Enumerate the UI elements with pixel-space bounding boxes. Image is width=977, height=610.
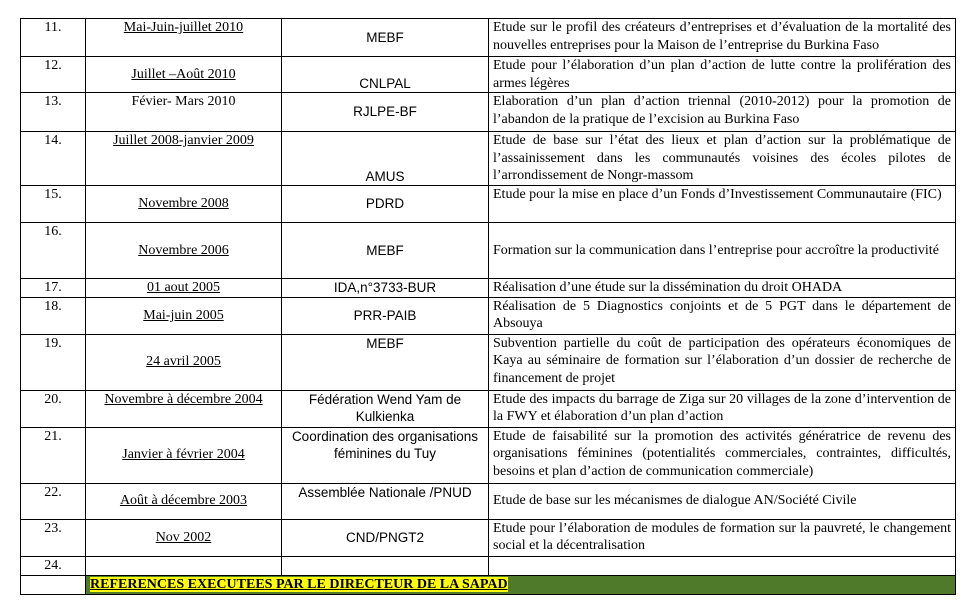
row-client: Assemblée Nationale /PNUD [282, 483, 489, 519]
table-row [21, 556, 956, 575]
row-client: CNLPAL [282, 57, 489, 93]
table-row [21, 186, 956, 223]
section-heading-text: REFERENCES EXECUTEES PAR LE DIRECTEUR DE LA SAPAD [90, 576, 508, 592]
row-description: Etude de base sur les mécanismes de dialogue AN/Société Civile [489, 483, 956, 519]
row-client: AMUS [282, 132, 489, 186]
row-date [86, 427, 282, 483]
row-date [86, 19, 282, 57]
row-number: 17. [21, 279, 86, 298]
row-date [86, 297, 282, 334]
table-row [21, 132, 956, 186]
row-number: 13. [21, 93, 86, 132]
row-description: Réalisation d’une étude sur la dissémination du droit OHADA [489, 279, 956, 298]
row-date-text: Févier- Mars 2010 [131, 94, 236, 109]
row-date-text: Novembre à décembre 2004 [104, 391, 263, 407]
row-description: Etude sur le profil des créateurs d’entreprises et d’évaluation de la mortalité des nouvelles entreprises pour la Maison de l’entreprise du Burkina Faso [489, 19, 956, 57]
references-table [20, 18, 956, 595]
row-number: 19. [21, 334, 86, 390]
section-heading-row [21, 575, 956, 594]
footer-spacer [21, 575, 86, 594]
table-row [21, 297, 956, 334]
row-date [86, 132, 282, 186]
row-number: 18. [21, 297, 86, 334]
table-row [21, 93, 956, 132]
table-row [21, 57, 956, 93]
row-date [86, 57, 282, 93]
row-client: IDA,n°3733-BUR [282, 279, 489, 298]
row-description: Formation sur la communication dans l’entreprise pour accroître la productivité [489, 223, 956, 279]
table-row [21, 519, 956, 556]
section-heading [86, 575, 956, 594]
table-row [21, 334, 956, 390]
table-row [21, 427, 956, 483]
row-date-text: Mai-Juin-juillet 2010 [123, 20, 244, 35]
row-client [282, 556, 489, 575]
row-date-text: Janvier à février 2004 [122, 447, 245, 463]
row-date-text: Août à décembre 2003 [119, 493, 248, 509]
row-date [86, 519, 282, 556]
row-client: RJLPE-BF [282, 93, 489, 132]
row-description [489, 556, 956, 575]
row-date-text: Novembre 2006 [138, 242, 229, 258]
row-client: PDRD [282, 186, 489, 223]
row-client: MEBF [282, 19, 489, 57]
row-date [86, 334, 282, 390]
row-date [86, 93, 282, 132]
row-number: 11. [21, 19, 86, 57]
row-description: Elaboration d’un plan d’action triennal (2010-2012) pour la promotion de l’abandon de la pratique de l’excision au Burkina Faso [489, 93, 956, 132]
row-number: 14. [21, 132, 86, 186]
row-number: 20. [21, 390, 86, 427]
row-description: Subvention partielle du coût de participation des opérateurs économiques de Kaya au séminaire de formation sur l’élaboration d’un dossier de recherche de financement de projet [489, 334, 956, 390]
row-date-text: Juillet –Août 2010 [131, 66, 236, 82]
row-description: Etude des impacts du barrage de Ziga sur 20 villages de la zone d’intervention de la FWY et élaboration d’un plan d’action [489, 390, 956, 427]
row-description: Etude pour l’élaboration de modules de formation sur la pauvreté, le changement social et la décentralisation [489, 519, 956, 556]
row-date [86, 186, 282, 223]
row-number: 12. [21, 57, 86, 93]
row-description: Etude de base sur l’état des lieux et plan d’action sur la problématique de l’assainissement dans les communautés voisines des écoles pilotes de l’arrondissement de Nongr-massom [489, 132, 956, 186]
row-client: Coordination des organisations féminines du Tuy [282, 427, 489, 483]
row-description: Etude pour la mise en place d’un Fonds d’Investissement Communautaire (FIC) [489, 186, 956, 223]
row-date [86, 556, 282, 575]
row-number: 15. [21, 186, 86, 223]
row-client: PRR-PAIB [282, 297, 489, 334]
row-description: Etude de faisabilité sur la promotion des activités génératrice de revenu des organisations féminines (potentialités commerciales, contraintes, difficultés, besoins et plan d’action de communication commerciale) [489, 427, 956, 483]
row-number: 23. [21, 519, 86, 556]
row-client: CND/PNGT2 [282, 519, 489, 556]
row-number: 22. [21, 483, 86, 519]
row-client: MEBF [282, 223, 489, 279]
table-row [21, 19, 956, 57]
row-date [86, 279, 282, 298]
table-row [21, 279, 956, 298]
row-date [86, 223, 282, 279]
row-client: Fédération Wend Yam de Kulkienka [282, 390, 489, 427]
row-client: MEBF [282, 334, 489, 390]
row-number: 24. [21, 556, 86, 575]
row-date-text: 01 aout 2005 [146, 280, 221, 295]
row-date [86, 483, 282, 519]
row-description: Réalisation de 5 Diagnostics conjoints et de 5 PGT dans le département de Absouya [489, 297, 956, 334]
table-row [21, 390, 956, 427]
table-row [21, 223, 956, 279]
row-date-text: Mai-juin 2005 [143, 307, 224, 323]
table-row [21, 483, 956, 519]
row-date-text: Juillet 2008-janvier 2009 [113, 133, 254, 148]
row-number: 16. [21, 223, 86, 279]
row-date-text: Nov 2002 [155, 529, 212, 545]
row-description: Etude pour l’élaboration d’un plan d’action de lutte contre la prolifération des armes légères [489, 57, 956, 93]
row-date-text: Novembre 2008 [138, 196, 229, 212]
row-date [86, 390, 282, 427]
row-number: 21. [21, 427, 86, 483]
row-date-text: 24 avril 2005 [146, 354, 221, 370]
